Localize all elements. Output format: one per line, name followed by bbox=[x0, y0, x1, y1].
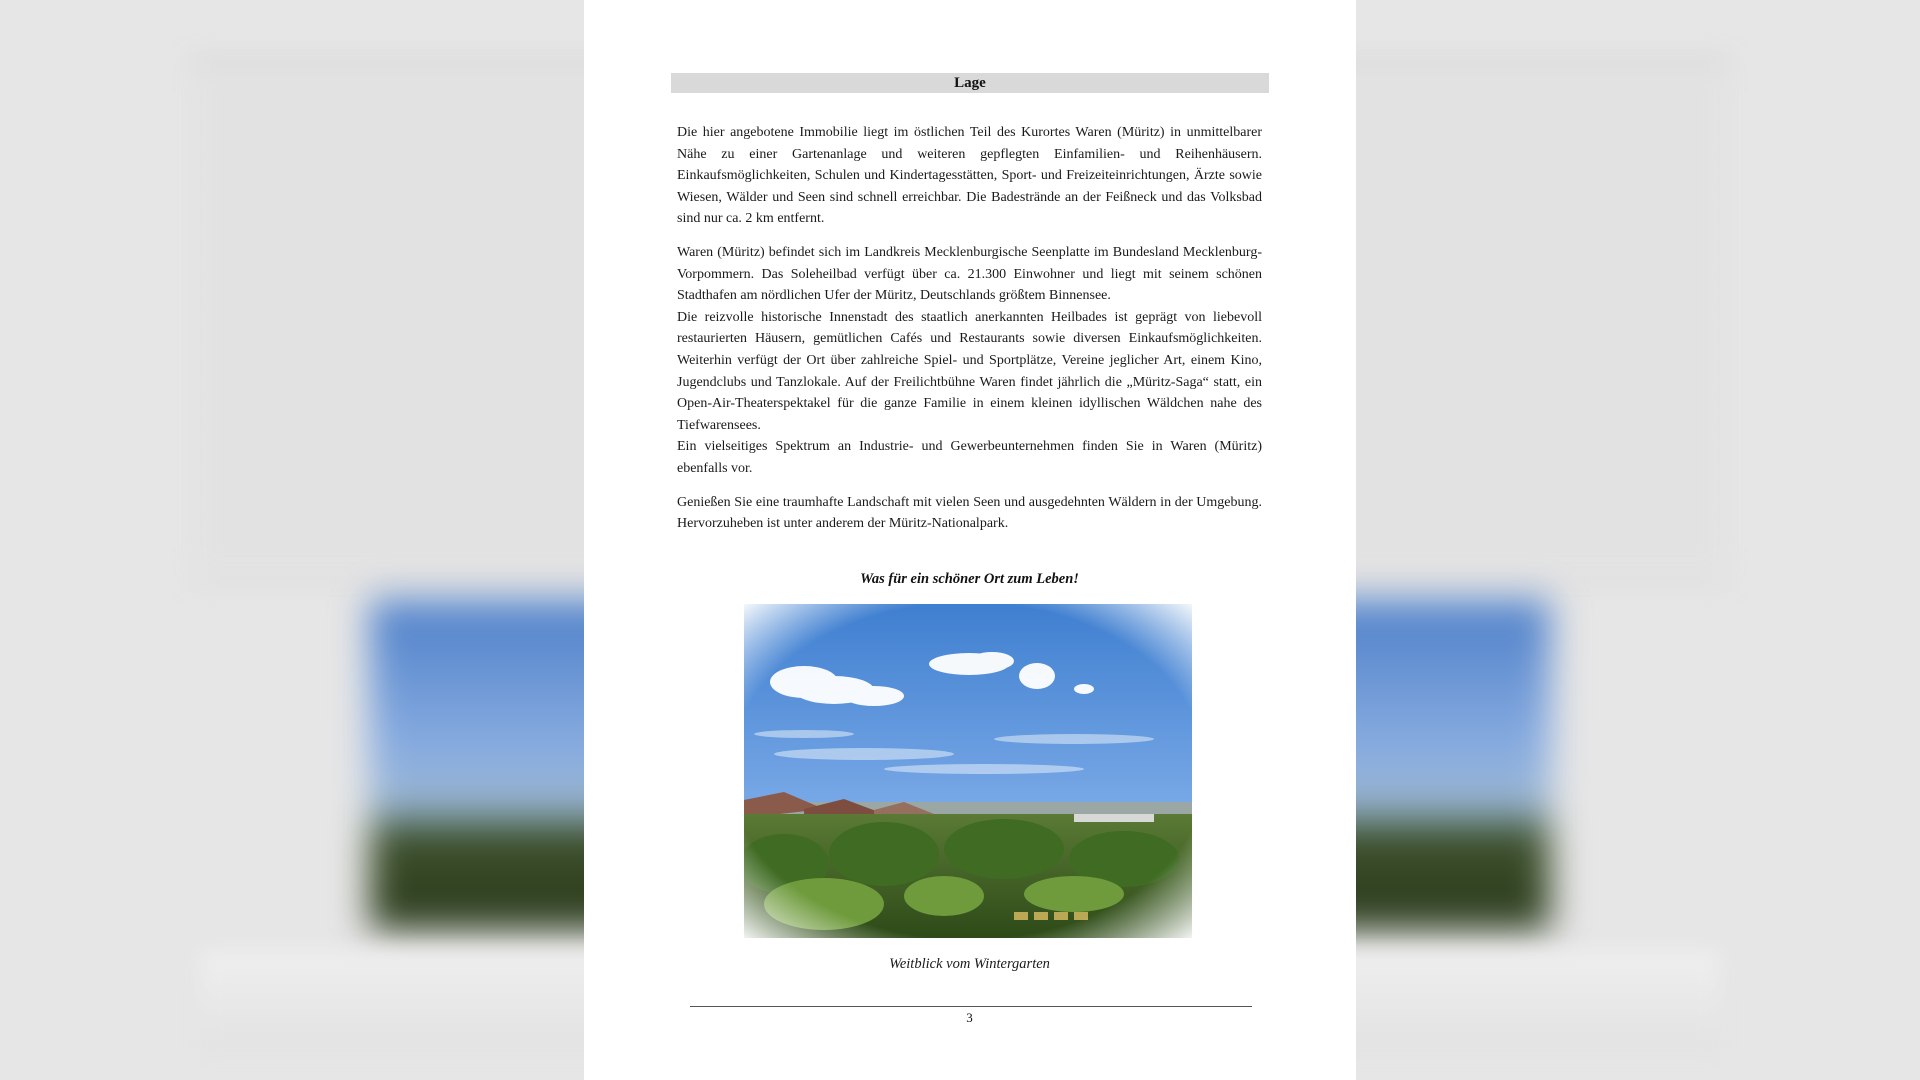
paragraph-landscape: Genießen Sie eine traumhafte Landschaft mit vielen Seen und ausgedehnten Wäldern in der Umgebung. Hervorzuheben ist unter anderem der Müritz-Nationalpark. bbox=[677, 494, 1262, 532]
paragraph-location: Die hier angebotene Immobilie liegt im östlichen Teil des Kurortes Waren (Müritz) in unmittelbarer Nähe zu einer Gartenanlage und weiteren gepflegten Einfamilien- und Reihenhäusern. Einkaufsmöglichkeiten, Schulen und Kindertagesstätten, Sport- und Freizeiteinrichtungen, Ärzte sowie Wiesen, Wälder und Seen sind schnell erreichbar. Die Badestrände an der Feißneck und das Volksbad sind nur ca. 2 km entfernt. bbox=[677, 125, 1262, 227]
photo-caption: Weitblick vom Wintergarten bbox=[889, 956, 1050, 972]
page-number: 3 bbox=[966, 1010, 973, 1025]
view-photo bbox=[744, 604, 1192, 938]
landscape-illustration bbox=[744, 604, 1192, 938]
paragraph-industry: Ein vielseitiges Spektrum an Industrie- und Gewerbeunternehmen finden Sie in Waren (Müritz) ebenfalls vor. bbox=[677, 439, 1262, 476]
section-title: Lage bbox=[671, 73, 1269, 93]
tagline: Was für ein schöner Ort zum Leben! bbox=[860, 571, 1079, 587]
document-page bbox=[584, 0, 1356, 1080]
footer-divider bbox=[690, 1006, 1252, 1007]
paragraph-old-town: Die reizvolle historische Innenstadt des staatlich anerkannten Heilbades ist geprägt von liebevoll restaurierten Häusern, gemütlichen Cafés und Restaurants sowie diversen Einkaufsmöglichkeiten. Weiterhin verfügt der Ort über zahlreiche Spiel- und Sportplätze, Vereine jeglicher Art, einem Kino, Jugendclubs und Tanzlokale. Auf der Freilichtbühne Waren findet jährlich die „Müritz-Saga“ statt, ein Open-Air-Theaterspektakel für die ganze Familie in einem kleinen idyllischen Wäldchen nahe des Tiefwarensees. bbox=[677, 309, 1262, 433]
body-text bbox=[677, 122, 1262, 547]
paragraph-town: Waren (Müritz) befindet sich im Landkreis Mecklenburgische Seenplatte im Bundesland Mecklenburg-Vorpommern. Das Soleheilbad verfügt über ca. 21.300 Einwohner und liegt mit seinem schönen Stadthafen am nördlichen Ufer der Müritz, Deutschlands größtem Binnensee. bbox=[677, 244, 1262, 304]
